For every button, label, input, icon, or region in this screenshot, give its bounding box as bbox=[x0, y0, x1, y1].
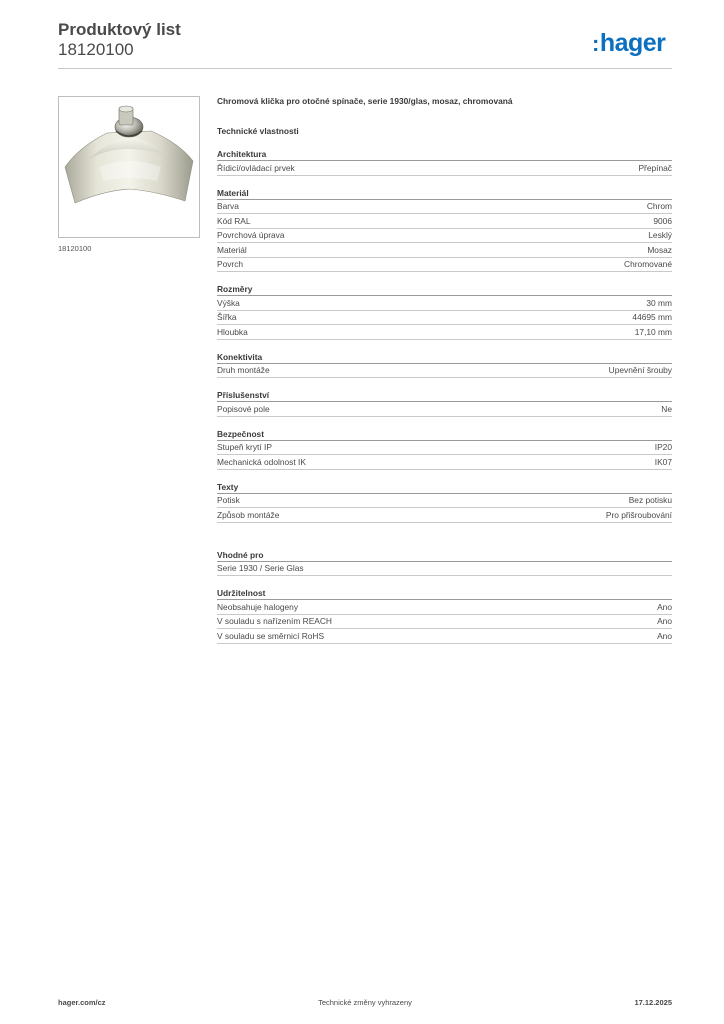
spec-value: Upevnění šrouby bbox=[608, 365, 672, 376]
spec-value: 9006 bbox=[653, 215, 672, 226]
spec-group bbox=[217, 588, 672, 644]
spec-row bbox=[217, 364, 672, 379]
spec-row bbox=[217, 600, 672, 615]
header-divider bbox=[58, 68, 672, 69]
spec-label: Mechanická odolnost IK bbox=[217, 456, 306, 467]
page-footer bbox=[58, 998, 672, 1010]
spec-row bbox=[217, 311, 672, 326]
spec-row bbox=[217, 629, 672, 644]
spec-row bbox=[217, 615, 672, 630]
spec-group-title: Vhodné pro bbox=[217, 550, 672, 562]
spec-group bbox=[217, 550, 672, 577]
spec-group bbox=[217, 482, 672, 523]
spec-label: Neobsahuje halogeny bbox=[217, 601, 299, 612]
spec-label: V souladu se směrnicí RoHS bbox=[217, 630, 325, 641]
spec-value: 17,10 mm bbox=[634, 326, 672, 337]
spec-label: Druh montáže bbox=[217, 365, 270, 376]
spec-label: Stupeň krytí IP bbox=[217, 442, 272, 453]
chrome-knob-illustration bbox=[59, 97, 199, 237]
spec-group bbox=[217, 284, 672, 340]
product-image bbox=[58, 96, 200, 238]
spec-label: Barva bbox=[217, 201, 239, 212]
spec-group-title: Bezpečnost bbox=[217, 429, 672, 441]
spec-value: Ano bbox=[657, 616, 672, 627]
image-caption: 18120100 bbox=[58, 244, 92, 253]
spec-group-title: Konektivita bbox=[217, 352, 672, 364]
spec-value: 44695 mm bbox=[632, 312, 672, 323]
spec-group-title: Architektura bbox=[217, 149, 672, 161]
spec-value: Pro přišroubování bbox=[605, 509, 672, 520]
spec-value: Přepínač bbox=[638, 162, 672, 173]
spec-value: Bez potisku bbox=[628, 495, 672, 506]
spec-label: Materiál bbox=[217, 244, 247, 255]
spec-group bbox=[217, 429, 672, 470]
spec-label: Serie 1930 / Serie Glas bbox=[217, 563, 304, 574]
spec-row bbox=[217, 200, 672, 215]
hager-logo: :hager bbox=[592, 29, 666, 57]
spec-row bbox=[217, 229, 672, 244]
logo-text: hager bbox=[599, 29, 666, 57]
spec-row bbox=[217, 161, 672, 176]
product-number: 18120100 bbox=[58, 40, 134, 59]
spec-row bbox=[217, 243, 672, 258]
spec-group-title: Rozměry bbox=[217, 284, 672, 296]
spec-value: Chrom bbox=[646, 201, 672, 212]
spec-group-title: Udržitelnost bbox=[217, 588, 672, 600]
specification-panel bbox=[217, 96, 672, 644]
spec-label: Způsob montáže bbox=[217, 509, 280, 520]
spec-group-title: Materiál bbox=[217, 188, 672, 200]
spec-label: Povrchová úprava bbox=[217, 230, 285, 241]
document-title: Produktový list bbox=[58, 20, 181, 39]
spec-group-title: Příslušenství bbox=[217, 390, 672, 402]
spec-value: Ano bbox=[657, 630, 672, 641]
technical-properties-heading: Technické vlastnosti bbox=[217, 126, 299, 136]
spec-row bbox=[217, 258, 672, 273]
spec-row bbox=[217, 562, 672, 577]
footer-date: 17.12.2025 bbox=[634, 998, 672, 1007]
spec-group bbox=[217, 149, 672, 176]
spec-row bbox=[217, 508, 672, 523]
spec-label: Potisk bbox=[217, 495, 240, 506]
spec-label: Řídicí/ovládací prvek bbox=[217, 162, 295, 173]
spec-value: Mosaz bbox=[647, 244, 672, 255]
spec-row bbox=[217, 296, 672, 311]
spec-label: V souladu s nařízením REACH bbox=[217, 616, 332, 627]
spec-value: 30 mm bbox=[646, 297, 672, 308]
spec-group bbox=[217, 188, 672, 273]
spec-group-title: Texty bbox=[217, 482, 672, 494]
spec-row bbox=[217, 455, 672, 470]
spec-value: IK07 bbox=[654, 456, 672, 467]
spec-label: Kód RAL bbox=[217, 215, 251, 226]
spec-value: Ano bbox=[657, 601, 672, 612]
spec-value: Lesklý bbox=[648, 230, 672, 241]
spec-row bbox=[217, 214, 672, 229]
spec-value: Chromované bbox=[624, 259, 672, 270]
product-description: Chromová klička pro otočné spínače, serie 1930/glas, mosaz, chromovaná bbox=[217, 96, 513, 106]
spec-label: Hloubka bbox=[217, 326, 248, 337]
spec-label: Povrch bbox=[217, 259, 244, 270]
spec-row bbox=[217, 325, 672, 340]
spec-label: Výška bbox=[217, 297, 240, 308]
spec-value: IP20 bbox=[654, 442, 672, 453]
spec-label: Popisové pole bbox=[217, 403, 270, 414]
spec-row bbox=[217, 441, 672, 456]
spec-label: Šířka bbox=[217, 312, 237, 323]
spec-row bbox=[217, 402, 672, 417]
spec-value: Ne bbox=[661, 403, 672, 414]
footer-note: Technické změny vyhrazeny bbox=[318, 998, 412, 1007]
spec-row bbox=[217, 494, 672, 509]
spec-group bbox=[217, 352, 672, 379]
spec-group bbox=[217, 390, 672, 417]
document-header bbox=[58, 20, 181, 60]
footer-website-link[interactable]: hager.com/cz bbox=[58, 998, 106, 1007]
spec-groups bbox=[217, 149, 672, 644]
